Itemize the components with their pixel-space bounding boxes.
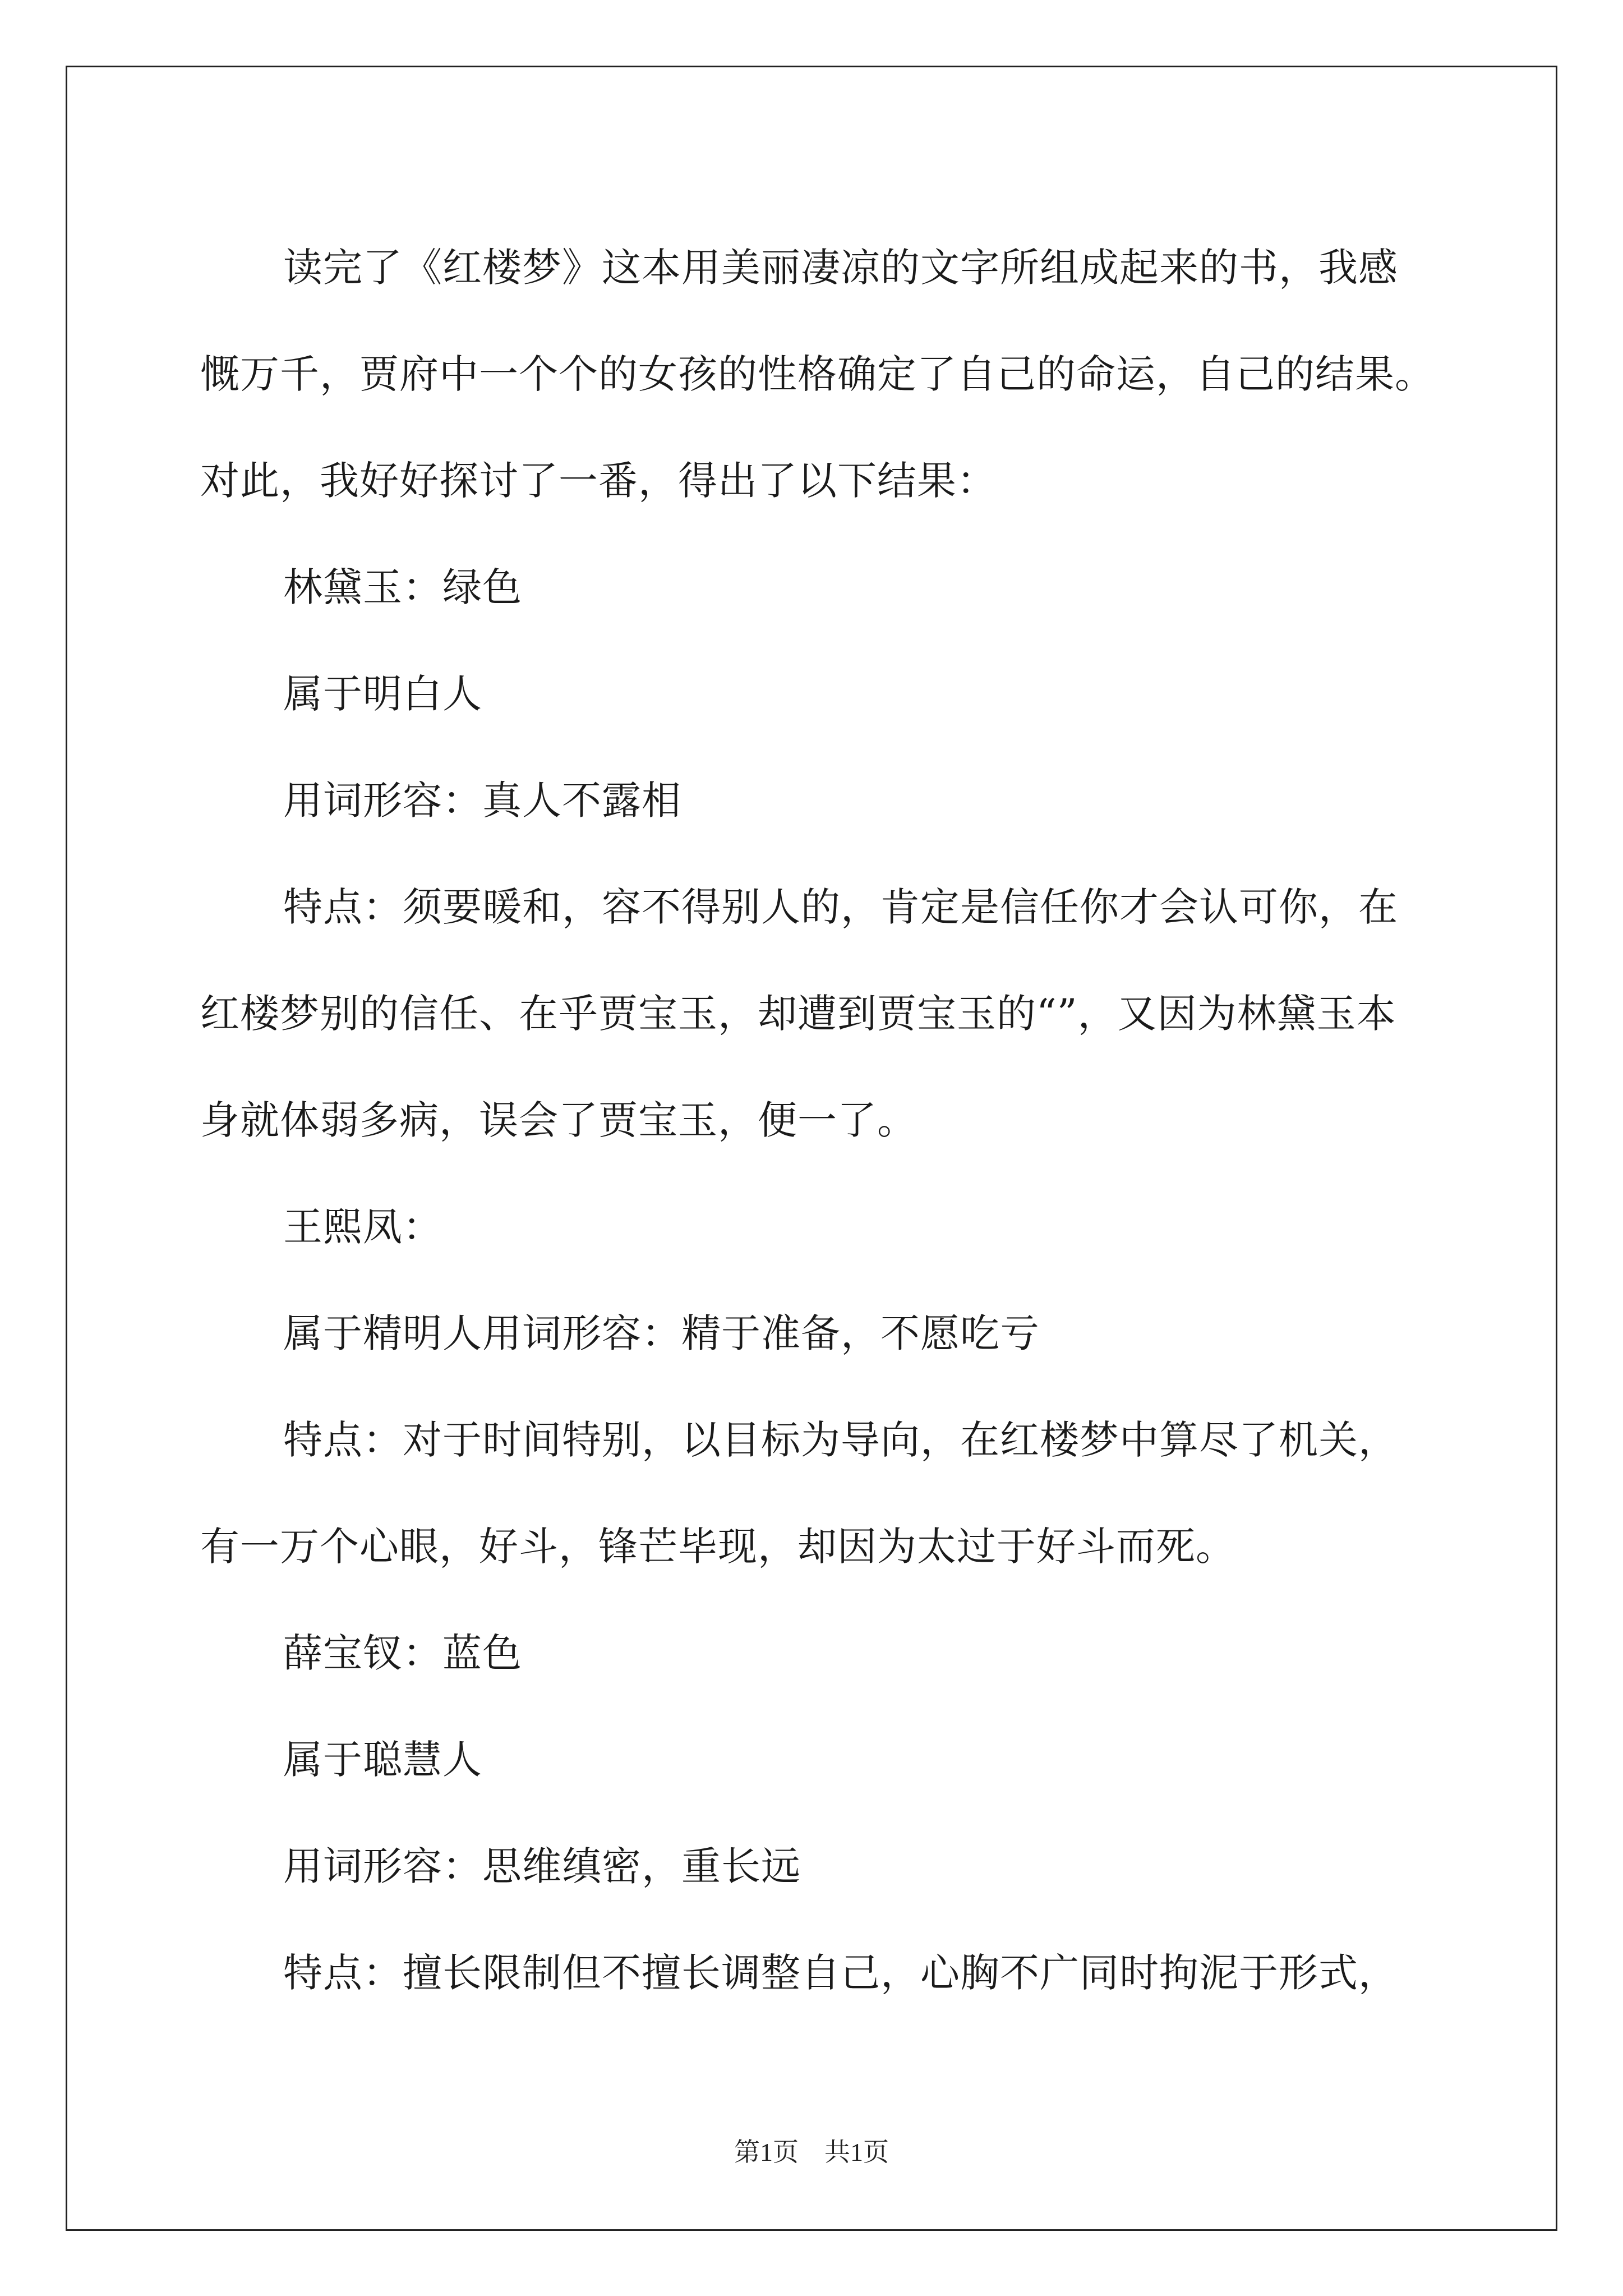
paragraph-xuebaochai-traits bbox=[200, 1920, 1434, 2026]
text-line: 特点：须要暖和，容不得别人的，肯定是信任你才会认可你，在 bbox=[283, 884, 1398, 930]
paragraph-wangxifeng-heading bbox=[200, 1174, 1434, 1280]
text-line: 用词形容：思维缜密，重长远 bbox=[283, 1843, 801, 1889]
paragraph-lindaiyu-description bbox=[200, 747, 1434, 854]
text-line: 慨万千，贾府中一个个的女孩的性格确定了自己的命运，自己的结果。 bbox=[200, 351, 1435, 397]
text-line: 属于聪慧人 bbox=[283, 1737, 482, 1783]
paragraph-xuebaochai-type bbox=[200, 1706, 1434, 1813]
paragraph-lindaiyu-traits bbox=[200, 854, 1434, 1174]
text-line: 有一万个心眼，好斗，锋芒毕现，却因为太过于好斗而死。 bbox=[200, 1524, 1235, 1570]
paragraph-lindaiyu-heading bbox=[200, 534, 1434, 641]
text-line: 特点：对于时间特别，以目标为导向，在红楼梦中算尽了机关， bbox=[283, 1417, 1398, 1463]
page-total: 共1页 bbox=[824, 2138, 889, 2166]
paragraph-xuebaochai-description bbox=[200, 1813, 1434, 1920]
text-line: 身就体弱多病，误会了贾宝玉，便一了。 bbox=[200, 1097, 917, 1143]
text-line: 对此，我好好探讨了一番，得出了以下结果： bbox=[200, 458, 997, 504]
page-footer bbox=[0, 2132, 1623, 2169]
text-line: 王熙凤： bbox=[283, 1204, 442, 1250]
text-line: 用词形容：真人不露相 bbox=[283, 777, 681, 823]
text-line: 读完了《红楼梦》这本用美丽凄凉的文字所组成起来的书，我感 bbox=[283, 245, 1398, 291]
text-line: 特点：擅长限制但不擅长调整自己，心胸不广同时拘泥于形式， bbox=[283, 1950, 1398, 1996]
paragraph-lindaiyu-type bbox=[200, 641, 1434, 747]
document-body bbox=[200, 214, 1434, 2026]
paragraph-wangxifeng-traits bbox=[200, 1387, 1434, 1600]
paragraph-xuebaochai-heading bbox=[200, 1600, 1434, 1706]
text-line: 属于精明人用词形容：精于准备，不愿吃亏 bbox=[283, 1310, 1040, 1356]
text-line: 薛宝钗：蓝色 bbox=[283, 1630, 522, 1676]
text-line: 林黛玉：绿色 bbox=[283, 564, 522, 610]
text-line: 红楼梦别的信任、在乎贾宝玉，却遭到贾宝玉的“”，又因为林黛玉本 bbox=[200, 991, 1396, 1037]
text-line: 属于明白人 bbox=[283, 671, 482, 717]
paragraph-intro bbox=[200, 214, 1434, 534]
page-number: 第1页 bbox=[734, 2138, 799, 2166]
paragraph-wangxifeng-type bbox=[200, 1280, 1434, 1387]
